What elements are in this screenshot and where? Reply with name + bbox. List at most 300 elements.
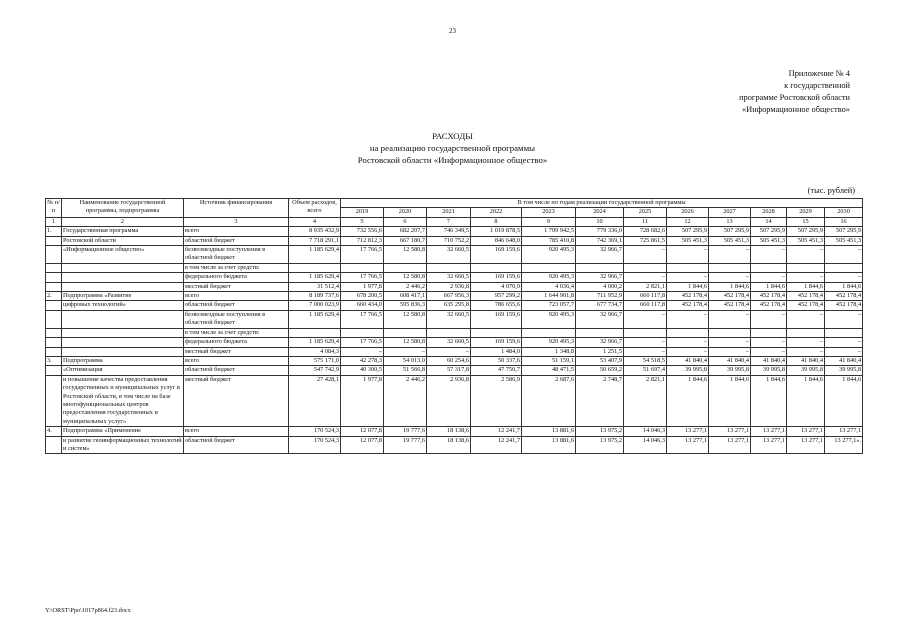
year-amount: 505 451,3: [751, 236, 787, 245]
header-row: [46, 199, 863, 208]
row-number: 2.: [46, 292, 62, 301]
total-amount: 547 742,9: [289, 366, 341, 375]
year-amount: –: [709, 246, 751, 264]
appendix-line: Приложение № 4: [788, 69, 850, 78]
year-amount: 13 881,6: [522, 427, 576, 436]
year-amount: [751, 263, 787, 272]
year-amount: 452 178,4: [709, 292, 751, 301]
year-amount: 1 844,6: [667, 375, 709, 426]
year-amount: 54 518,5: [624, 356, 667, 365]
year-amount: 51 159,1: [522, 356, 576, 365]
column-index: 14: [751, 217, 787, 226]
year-amount: –: [751, 347, 787, 356]
year-amount: –: [624, 338, 667, 347]
column-index: 1: [46, 217, 62, 226]
year-amount: –: [667, 310, 709, 328]
year-amount: 786 655,6: [471, 301, 522, 310]
table-row: [46, 375, 863, 426]
year-amount: 4 036,4: [522, 282, 576, 291]
year-amount: 50 659,2: [576, 366, 624, 375]
year-amount: 32 966,7: [576, 246, 624, 264]
funding-source: безвозмездные поступления в областной бюджет: [184, 246, 289, 264]
year-amount: 507 295,9: [751, 227, 787, 236]
year-amount: 1 977,8: [341, 282, 384, 291]
table-row: [46, 310, 863, 328]
year-amount: 39 995,8: [751, 366, 787, 375]
total-amount: 1 185 629,4: [289, 338, 341, 347]
column-index: 10: [576, 217, 624, 226]
year-amount: 54 013,0: [384, 356, 427, 365]
program-name: [62, 282, 184, 291]
funding-source: областной бюджет: [184, 436, 289, 454]
year-amount: 39 995,8: [709, 366, 751, 375]
funding-source: всего: [184, 292, 289, 301]
program-name: [62, 310, 184, 328]
header-year: 2019: [341, 208, 384, 217]
year-amount: 32 966,7: [576, 338, 624, 347]
year-amount: 19 777,6: [384, 427, 427, 436]
year-amount: 13 277,1: [787, 436, 825, 454]
year-amount: [576, 263, 624, 272]
year-amount: 42 278,3: [341, 356, 384, 365]
year-amount: –: [751, 310, 787, 328]
year-amount: 1 844,6: [825, 282, 863, 291]
header-year: 2020: [384, 208, 427, 217]
program-name: Государственная программа: [62, 227, 184, 236]
year-amount: –: [624, 347, 667, 356]
year-amount: 17 766,5: [341, 273, 384, 282]
year-amount: 1 844,6: [667, 282, 709, 291]
table-row: [46, 282, 863, 291]
table-row: [46, 292, 863, 301]
year-amount: 2 936,8: [427, 282, 471, 291]
program-name: Подпрограмма «Применение: [62, 427, 184, 436]
year-amount: –: [624, 310, 667, 328]
year-amount: 17 766,5: [341, 338, 384, 347]
row-number: [46, 246, 62, 264]
year-amount: 452 178,4: [825, 292, 863, 301]
year-amount: 723 057,7: [522, 301, 576, 310]
year-amount: 13 975,2: [576, 427, 624, 436]
column-index: 8: [471, 217, 522, 226]
funding-source: областной бюджет: [184, 366, 289, 375]
year-amount: 452 178,4: [787, 301, 825, 310]
year-amount: 19 777,6: [384, 436, 427, 454]
total-amount: 4 084,3: [289, 347, 341, 356]
table-row: [46, 273, 863, 282]
year-amount: 725 861,5: [624, 236, 667, 245]
year-amount: 51 566,8: [384, 366, 427, 375]
header-year: 2027: [709, 208, 751, 217]
year-amount: 50 337,6: [471, 356, 522, 365]
year-amount: [709, 328, 751, 337]
total-amount: 8 935 432,9: [289, 227, 341, 236]
year-amount: 452 178,4: [787, 292, 825, 301]
year-amount: 2 748,7: [576, 375, 624, 426]
table-row: [46, 356, 863, 365]
year-amount: –: [787, 310, 825, 328]
row-number: [46, 328, 62, 337]
year-amount: 1 844,6: [751, 375, 787, 426]
year-amount: [384, 328, 427, 337]
table-row: [46, 338, 863, 347]
year-amount: 14 046,3: [624, 427, 667, 436]
year-amount: 1 844,6: [787, 282, 825, 291]
column-index: 9: [522, 217, 576, 226]
year-amount: –: [751, 338, 787, 347]
year-amount: 1 709 942,5: [522, 227, 576, 236]
year-amount: 12 077,8: [341, 427, 384, 436]
year-amount: 13 277,1: [667, 427, 709, 436]
header-years-group: В том числе по годам реализации государственной программы: [341, 199, 863, 208]
title-line: на реализацию государственной программы: [369, 143, 536, 153]
year-amount: [667, 328, 709, 337]
year-amount: 2 586,9: [471, 375, 522, 426]
funding-source: безвозмездные поступления в областной бюджет: [184, 310, 289, 328]
row-number: [46, 301, 62, 310]
year-amount: –: [667, 246, 709, 264]
year-amount: 40 300,5: [341, 366, 384, 375]
program-name: и развитие геоинформационных технологий и систем»: [63, 436, 182, 452]
year-amount: 48 471,5: [522, 366, 576, 375]
year-amount: [576, 328, 624, 337]
column-index: 3: [184, 217, 289, 226]
year-amount: 957 299,2: [471, 292, 522, 301]
year-amount: 41 840,4: [667, 356, 709, 365]
year-amount: 1 844,6: [787, 375, 825, 426]
year-amount: 452 178,4: [751, 292, 787, 301]
year-amount: –: [825, 273, 863, 282]
year-amount: 667 956,3: [427, 292, 471, 301]
year-amount: 17 766,5: [341, 310, 384, 328]
table-row: [46, 366, 863, 375]
funding-source: всего: [184, 356, 289, 365]
year-amount: –: [787, 338, 825, 347]
year-amount: 169 159,6: [471, 338, 522, 347]
year-amount: 41 840,4: [709, 356, 751, 365]
year-amount: 920 495,3: [522, 273, 576, 282]
table-row: [46, 301, 863, 310]
year-amount: 12 580,8: [384, 273, 427, 282]
program-name: «Информационное общество»: [62, 246, 184, 264]
year-amount: 13 277,1: [667, 436, 709, 454]
year-amount: 32 966,7: [576, 310, 624, 328]
year-amount: –: [825, 347, 863, 356]
header-year: 2026: [667, 208, 709, 217]
year-amount: –: [667, 273, 709, 282]
column-index: 6: [384, 217, 427, 226]
year-amount: –: [709, 310, 751, 328]
year-amount: 2 821,1: [624, 375, 667, 426]
funding-source: местный бюджет: [184, 282, 289, 291]
year-amount: [825, 263, 863, 272]
year-amount: 13 277,1: [709, 436, 751, 454]
table-row: [46, 246, 863, 264]
year-amount: 14 046,3: [624, 436, 667, 454]
total-amount: 575 171,0: [289, 356, 341, 365]
year-amount: 1 348,8: [522, 347, 576, 356]
year-amount: 667 180,7: [384, 236, 427, 245]
year-amount: –: [825, 338, 863, 347]
year-amount: 710 752,2: [427, 236, 471, 245]
appendix-line: «Информационное общество»: [741, 105, 850, 114]
program-name: [62, 338, 184, 347]
total-amount: 1 185 629,4: [289, 310, 341, 328]
total-amount: 31 512,4: [289, 282, 341, 291]
year-amount: 732 556,6: [341, 227, 384, 236]
document-title: [200, 130, 705, 166]
year-amount: 1 251,5: [576, 347, 624, 356]
year-amount: 452 178,4: [709, 301, 751, 310]
header-source: Источник финансирования: [184, 199, 289, 218]
year-amount: –: [709, 338, 751, 347]
year-amount: [522, 263, 576, 272]
year-amount: 920 495,3: [522, 246, 576, 264]
table-row: [46, 347, 863, 356]
total-amount: [289, 328, 341, 337]
column-index: 5: [341, 217, 384, 226]
year-amount: 779 336,0: [576, 227, 624, 236]
table-row: [46, 227, 863, 236]
column-index: 13: [709, 217, 751, 226]
year-amount: 846 648,0: [471, 236, 522, 245]
total-amount: [289, 263, 341, 272]
table-row: [46, 328, 863, 337]
year-amount: 452 178,4: [667, 292, 709, 301]
year-amount: [522, 328, 576, 337]
row-number: [46, 436, 62, 454]
year-amount: 13 277,1: [751, 436, 787, 454]
year-amount: 785 410,8: [522, 236, 576, 245]
year-amount: 2 821,1: [624, 282, 667, 291]
year-amount: [624, 263, 667, 272]
header-year: 2025: [624, 208, 667, 217]
year-amount: 13 277,1».: [825, 436, 863, 454]
year-amount: 39 995,8: [825, 366, 863, 375]
year-amount: 18 138,6: [427, 427, 471, 436]
year-amount: 2 446,2: [384, 375, 427, 426]
year-amount: 677 734,7: [576, 301, 624, 310]
year-amount: 32 660,5: [427, 338, 471, 347]
year-amount: –: [751, 273, 787, 282]
year-amount: 2 446,2: [384, 282, 427, 291]
column-index: 7: [427, 217, 471, 226]
year-amount: 682 207,7: [384, 227, 427, 236]
year-amount: 12 241,7: [471, 436, 522, 454]
year-amount: [427, 328, 471, 337]
year-amount: 660 117,8: [624, 292, 667, 301]
year-amount: 1 844,6: [825, 375, 863, 426]
column-index: 15: [787, 217, 825, 226]
year-amount: [624, 328, 667, 337]
funding-source: федерального бюджета: [184, 338, 289, 347]
year-amount: 12 241,7: [471, 427, 522, 436]
program-name: Подпрограмма «Развитие: [62, 292, 184, 301]
year-amount: 47 750,7: [471, 366, 522, 375]
year-amount: 711 952,9: [576, 292, 624, 301]
funding-source: областной бюджет: [184, 301, 289, 310]
year-amount: 507 295,9: [709, 227, 751, 236]
header-year: 2028: [751, 208, 787, 217]
expenses-table: [45, 198, 863, 454]
year-amount: 4 070,9: [471, 282, 522, 291]
year-amount: [787, 328, 825, 337]
total-amount: 1 185 629,4: [289, 246, 341, 264]
year-amount: 507 295,9: [787, 227, 825, 236]
year-amount: 660 434,0: [341, 301, 384, 310]
program-name: Ростовской области: [62, 236, 184, 245]
appendix-line: к государственной: [784, 81, 850, 90]
year-amount: –: [667, 338, 709, 347]
program-name: [62, 328, 184, 337]
header-year: 2022: [471, 208, 522, 217]
year-amount: 13 277,1: [787, 427, 825, 436]
funding-source: в том числе за счет средств:: [184, 328, 289, 337]
total-amount: 27 428,1: [289, 375, 341, 426]
year-amount: 2 687,6: [522, 375, 576, 426]
year-amount: 169 159,6: [471, 273, 522, 282]
year-amount: –: [787, 273, 825, 282]
program-name: цифровых технологий»: [62, 301, 184, 310]
year-amount: 32 966,7: [576, 273, 624, 282]
total-amount: 7 000 023,9: [289, 301, 341, 310]
header-year: 2023: [522, 208, 576, 217]
funding-source: местный бюджет: [184, 347, 289, 356]
year-amount: 13 277,1: [709, 427, 751, 436]
funding-source: всего: [184, 427, 289, 436]
year-amount: 742 369,1: [576, 236, 624, 245]
year-amount: –: [787, 246, 825, 264]
year-amount: 4 000,2: [576, 282, 624, 291]
year-amount: 41 840,4: [751, 356, 787, 365]
year-amount: 595 836,3: [384, 301, 427, 310]
funding-source: всего: [184, 227, 289, 236]
row-number: [46, 366, 62, 375]
row-number: [46, 282, 62, 291]
funding-source: местный бюджет: [184, 375, 289, 426]
total-amount: 8 189 737,6: [289, 292, 341, 301]
year-amount: 507 295,9: [825, 227, 863, 236]
year-amount: 1 977,8: [341, 375, 384, 426]
program-name: Подпрограмма: [62, 356, 184, 365]
program-name: [62, 347, 184, 356]
row-number: 1.: [46, 227, 62, 236]
year-amount: –: [427, 347, 471, 356]
title-line: РАСХОДЫ: [432, 131, 473, 141]
year-amount: 608 417,1: [384, 292, 427, 301]
year-amount: 1 644 901,8: [522, 292, 576, 301]
units-label: (тыс. рублей): [807, 186, 855, 195]
year-amount: –: [787, 347, 825, 356]
year-amount: 920 495,3: [522, 310, 576, 328]
year-amount: 505 451,3: [787, 236, 825, 245]
row-number: [46, 347, 62, 356]
column-index-row: [46, 217, 863, 226]
year-amount: 13 277,1: [751, 427, 787, 436]
year-amount: 660 117,8: [624, 301, 667, 310]
table-row: [46, 236, 863, 245]
year-amount: 920 495,3: [522, 338, 576, 347]
year-amount: [787, 263, 825, 272]
funding-source: в том числе за счет средств:: [184, 263, 289, 272]
year-amount: 505 451,3: [709, 236, 751, 245]
year-amount: 32 660,5: [427, 246, 471, 264]
year-amount: 39 995,8: [787, 366, 825, 375]
table-row: [46, 263, 863, 272]
row-number: [46, 273, 62, 282]
year-amount: 1 844,6: [751, 282, 787, 291]
header-year: 2021: [427, 208, 471, 217]
year-amount: [384, 263, 427, 272]
funding-source: областной бюджет: [184, 236, 289, 245]
appendix-line: программе Ростовской области: [739, 93, 850, 102]
year-amount: 13 881,6: [522, 436, 576, 454]
year-amount: 452 178,4: [751, 301, 787, 310]
year-amount: 635 295,8: [427, 301, 471, 310]
year-amount: 53 407,9: [576, 356, 624, 365]
year-amount: [709, 263, 751, 272]
year-amount: [825, 328, 863, 337]
header-name: Наименование государственной программы, подпрограммы: [62, 199, 184, 218]
column-index: 16: [825, 217, 863, 226]
year-amount: [471, 328, 522, 337]
year-amount: 1 844,6: [709, 282, 751, 291]
year-amount: –: [341, 347, 384, 356]
year-amount: –: [624, 246, 667, 264]
year-amount: [341, 263, 384, 272]
program-name: [62, 273, 184, 282]
year-amount: 41 840,4: [787, 356, 825, 365]
total-amount: 170 524,3: [289, 427, 341, 436]
year-amount: [471, 263, 522, 272]
year-amount: 169 159,6: [471, 246, 522, 264]
year-amount: 51 697,4: [624, 366, 667, 375]
year-amount: 505 451,3: [667, 236, 709, 245]
year-amount: 505 451,3: [825, 236, 863, 245]
year-amount: 39 995,8: [667, 366, 709, 375]
year-amount: 1 019 878,5: [471, 227, 522, 236]
year-amount: 1 484,0: [471, 347, 522, 356]
program-name: и повышение качества предоставления государственных и муниципальных услуг в Ростовской области, в том числе на базе многофункциональных центров предоставления государственных и муниципальных услуг»: [62, 375, 184, 426]
header-year: 2024: [576, 208, 624, 217]
header-year: 2029: [787, 208, 825, 217]
year-amount: 12 580,8: [384, 246, 427, 264]
row-number: [46, 263, 62, 272]
year-amount: 32 660,5: [427, 273, 471, 282]
table-row: [46, 436, 863, 454]
year-amount: 13 975,2: [576, 436, 624, 454]
year-amount: [341, 328, 384, 337]
year-amount: –: [667, 347, 709, 356]
year-amount: 1 844,6: [709, 375, 751, 426]
column-index: 4: [289, 217, 341, 226]
year-amount: 32 660,5: [427, 310, 471, 328]
funding-source: федерального бюджета: [184, 273, 289, 282]
year-amount: 41 840,4: [825, 356, 863, 365]
appendix-block: [640, 68, 850, 116]
row-number: 4.: [46, 427, 62, 436]
year-amount: [427, 263, 471, 272]
year-amount: –: [825, 246, 863, 264]
year-amount: 57 317,8: [427, 366, 471, 375]
year-amount: 18 138,6: [427, 436, 471, 454]
header-year: 2030: [825, 208, 863, 217]
column-index: 12: [667, 217, 709, 226]
year-amount: –: [624, 273, 667, 282]
table-row: [46, 427, 863, 436]
year-amount: 2 936,8: [427, 375, 471, 426]
year-amount: –: [751, 246, 787, 264]
